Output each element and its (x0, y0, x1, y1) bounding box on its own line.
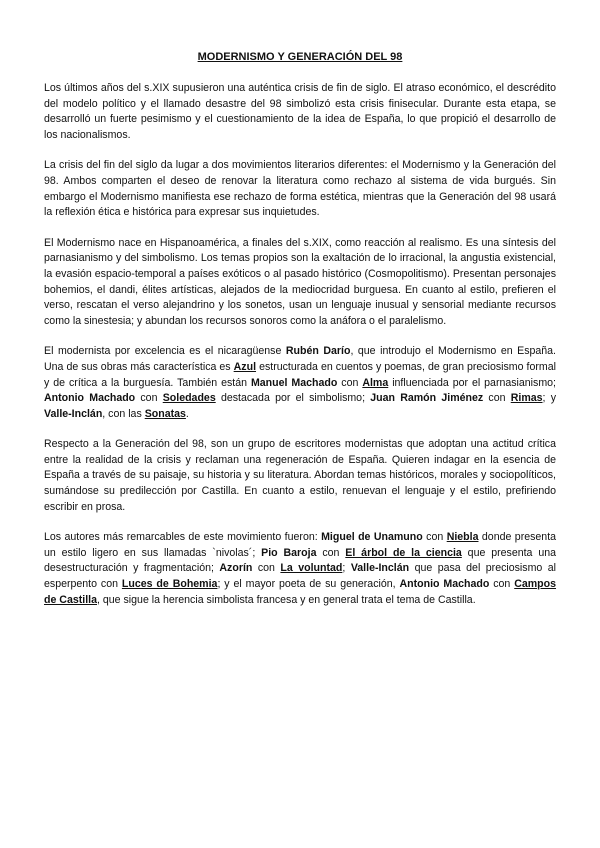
text-span: que pasa del preciosismo al esperpento con (44, 562, 557, 591)
text-span: con (316, 546, 346, 559)
author-pio-baroja: Pio Baroja (261, 546, 317, 559)
author-valle-inclan: Valle-Inclán (350, 562, 410, 575)
author-miguel-de-unamuno: Miguel de Unamuno (321, 531, 423, 544)
text-span: influenciada por el parnasianismo; (388, 376, 556, 389)
author-antonio-machado: Antonio Machado (399, 578, 490, 591)
paragraph-autores-generacion-98 (44, 530, 556, 608)
text-span: , que introdujo el Modernismo en España. Una de sus obras más característica es (44, 345, 556, 373)
paragraph-modernismo: El Modernismo nace en Hispanoamérica, a finales del s.XIX, como reacción al realismo. Es una síntesis del parnasianismo y del simbolismo. Los temas propios son la exaltación de lo irracional, la angustia existencial, la evasión espacio-temporal a países exóticos o al pasado histórico (Cosmopolitismo). Presentan personajes bohemios, el dandi, élites artísticas, alejados de la mediocridad burguesa. En cuanto al estilo, prefieren el verso, rescatan el verso alejandrino y los sonetos, usan un lenguaje inusual y sensorial mediante recursos como la sinestesia; y abundan los recursos sonoros como la anáfora o el paralelismo. (44, 236, 556, 327)
text-span: con (252, 562, 281, 575)
work-sonatas: Sonatas (144, 407, 186, 420)
text-span: con (483, 392, 511, 405)
author-antonio-machado: Antonio Machado (44, 392, 136, 405)
author-valle-inclan: Valle-Inclán (44, 407, 103, 420)
document-title: MODERNISMO Y GENERACIÓN DEL 98 (197, 51, 403, 63)
work-niebla: Niebla (446, 531, 479, 544)
work-alma: Alma (362, 376, 389, 389)
text-span: ; y el mayor poeta de su generación, (217, 578, 400, 591)
work-soledades: Soledades (162, 392, 216, 405)
paragraph-crisis-fin-de-siglo: Los últimos años del s.XIX supusieron una auténtica crisis de fin de siglo. El atraso económico, el descrédito del modelo político y el llamado desastre del 98 simbolizó esta crisis finisecular. Durante esta etapa, se desarrolló un fuerte pesimismo y el cuestionamiento de la idea de España, lo que propició el desarrollo de los nacionalismos. (44, 82, 556, 141)
text-span: con (135, 392, 163, 405)
paragraph-generacion-98: Respecto a la Generación del 98, son un grupo de escritores modernistas que adoptan una actitud crítica entre la realidad de la crisis y reclaman una regeneración de España. Quieren indagar en la esencia de España a través de su paisaje, su historia y su literatura. Abordan temas históricos, morales y sociopolíticos, sumándose su predilección por Castilla. En cuanto a estilo, renuevan el lenguaje y el estilo, prefiriendo escribir en prosa. (44, 438, 556, 513)
paragraph-autores-modernistas (44, 344, 556, 422)
work-campos-de-castilla: Campos de Castilla (44, 578, 557, 606)
text-span: donde presenta un estilo ligero en sus llamadas `nivolas´; (44, 531, 557, 559)
work-rimas: Rimas (510, 392, 543, 405)
author-ruben-dario: Rubén Darío (285, 345, 351, 358)
author-azorin: Azorín (219, 562, 253, 575)
text-span: con (422, 531, 447, 544)
text-span: destacada por el simbolismo; (215, 392, 371, 405)
text-span: , con las (102, 407, 145, 420)
text-span: Los autores más remarcables de este movimiento fueron: (44, 531, 322, 544)
work-el-arbol-de-la-ciencia: El árbol de la ciencia (345, 546, 462, 559)
paragraph-movimientos-literarios: La crisis del fin del siglo da lugar a dos movimientos literarios diferentes: el Modernismo y la Generación del 98. Ambos comparten el deseo de renovar la literatura como rechazo al sistema de vida burgués. Sin embargo el Modernismo manifiesta ese rechazo de forma estética, mientras que la Generación del 98 usará la reflexión ética e histórica para expresar sus inquietudes. (44, 159, 556, 219)
author-manuel-machado: Manuel Machado (250, 376, 338, 389)
text-span: El modernista por excelencia es el nicaragüense (44, 345, 286, 358)
text-span: que presenta una desestructuración y fragmentación; (44, 546, 556, 575)
work-la-voluntad: La voluntad (280, 562, 343, 575)
text-span: , que sigue la herencia simbolista francesa y en general trata el tema de Castilla. (97, 593, 476, 606)
work-luces-de-bohemia: Luces de Bohemia (121, 578, 218, 591)
text-span: . (185, 407, 189, 420)
document-page (44, 50, 556, 623)
work-azul: Azul (233, 360, 257, 373)
text-span: ; (342, 562, 351, 575)
text-span: con (489, 578, 515, 591)
text-span: ; y (542, 392, 557, 405)
text-span: estructurada en cuentos y poemas, de gran preciosismo formal y de crítica a la burguesía. También están (44, 360, 556, 389)
author-juan-ramon-jimenez: Juan Ramón Jiménez (370, 392, 484, 405)
text-span: con (337, 376, 363, 389)
